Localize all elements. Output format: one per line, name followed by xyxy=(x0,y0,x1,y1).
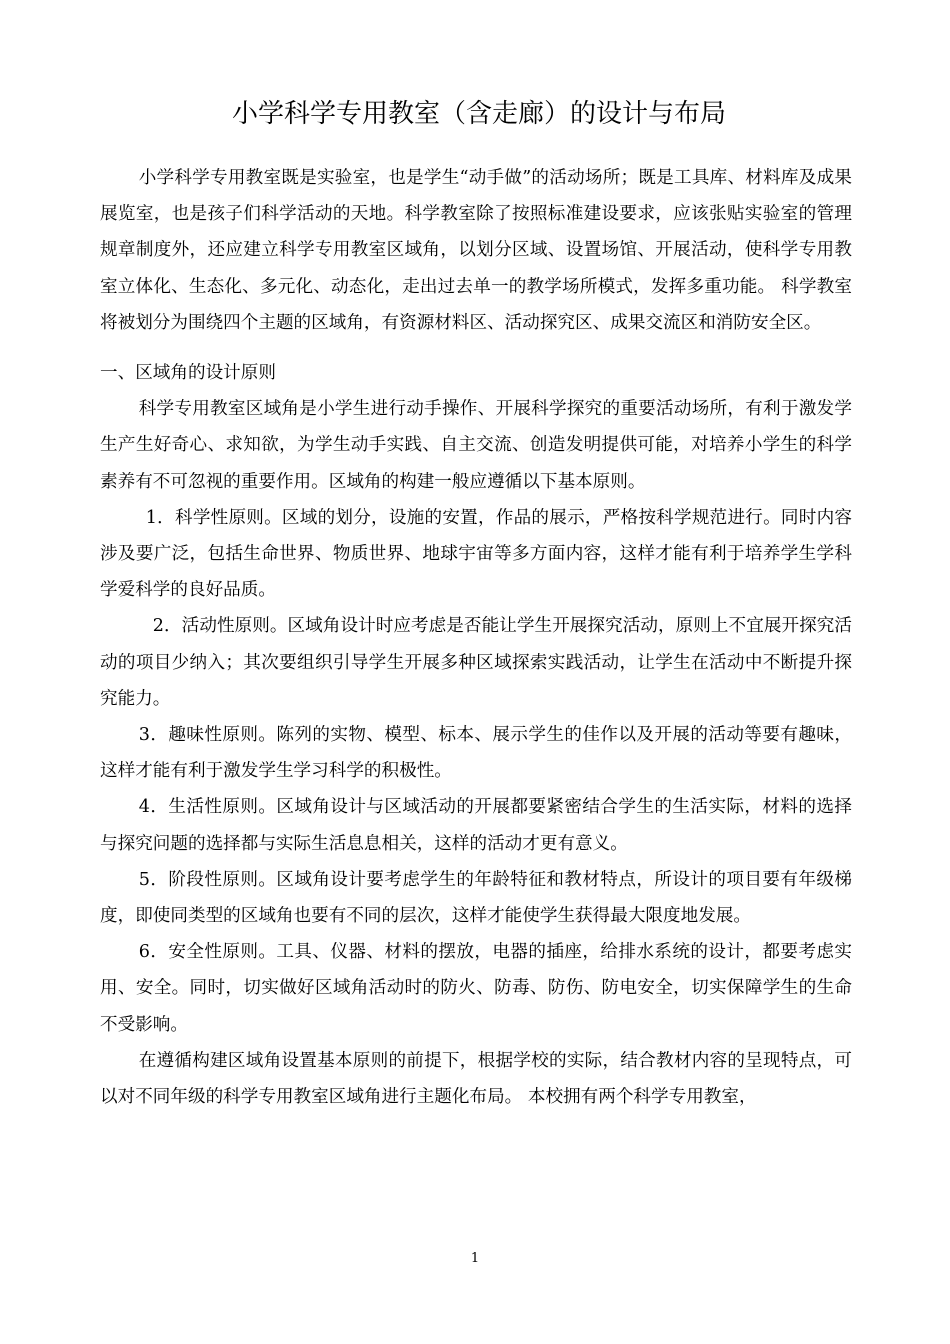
section-heading: 一、区域角的设计原则 xyxy=(100,363,276,384)
principle-4-paragraph: 4．生活性原则。区域角设计与区域活动的开展都要紧密结合学生的生活实际，材料的选择与探究问题的选择都与实际生活息息相关，这样的活动才更有意义。 xyxy=(100,797,852,854)
principles-intro-paragraph: 科学专用教室区域角是小学生进行动手操作、开展科学探究的重要活动场所，有利于激发学生产生好奇心、求知欲，为学生动手实践、自主交流、创造发明提供可能，对培养小学生的科学素养有不可忽视的重要作用。区域角的构建一般应遵循以下基本原则。 xyxy=(100,399,852,492)
principle-3-paragraph: 3．趣味性原则。陈列的实物、模型、标本、展示学生的佳作以及开展的活动等要有趣味，这样才能有利于激发学生学习科学的积极性。 xyxy=(100,725,852,782)
principle-5-paragraph: 5．阶段性原则。区域角设计要考虑学生的年龄特征和教材特点，所设计的项目要有年级梯度，即使同类型的区域角也要有不同的层次，这样才能使学生获得最大限度地发展。 xyxy=(100,869,852,927)
page-title: 小学科学专用教室（含走廊）的设计与布局 xyxy=(232,99,727,129)
principle-2-paragraph: 2．活动性原则。区域角设计时应考虑是否能让学生开展探究活动，原则上不宜展开探究活动的项目少纳入；其次要组织引导学生开展多种区域探索实践活动，让学生在活动中不断提升探究能力。 xyxy=(100,616,852,709)
closing-paragraph: 在遵循构建区域角设置基本原则的前提下，根据学校的实际，结合教材内容的呈现特点，可以对不同年级的科学专用教室区域角进行主题化布局。 本校拥有两个科学专用教室， xyxy=(100,1050,852,1108)
principle-1-paragraph: 1．科学性原则。区域的划分，设施的安置，作品的展示，严格按科学规范进行。同时内容涉及要广泛，包括生命世界、物质世界、地球宇宙等多方面内容，这样才能有利于培养学生学科学爱科学的良好品质。 xyxy=(100,507,852,601)
document-body xyxy=(100,160,852,1115)
intro-paragraph: 小学科学专用教室既是实验室，也是学生“动手做”的活动场所；既是工具库、材料库及成果展览室，也是孩子们科学活动的天地。科学教室除了按照标准建设要求，应该张贴实验室的管理规章制度外，还应建立科学专用教室区域角，以划分区域、设置场馆、开展活动，使科学专用教室立体化、生态化、多元化、动态化，走出过去单一的教学场所模式，发挥多重功能。 科学教室将被划分为围绕四个主题的区域角，有资源材料区、活动探究区、成果交流区和消防安全区。 xyxy=(100,168,852,333)
principle-6-paragraph: 6．安全性原则。工具、仪器、材料的摆放，电器的插座，给排水系统的设计，都要考虑实用、安全。同时，切实做好区域角活动时的防火、防毒、防伤、防电安全，切实保障学生的生命不受影响。 xyxy=(100,942,852,1035)
page-number: 1 xyxy=(470,1251,480,1266)
